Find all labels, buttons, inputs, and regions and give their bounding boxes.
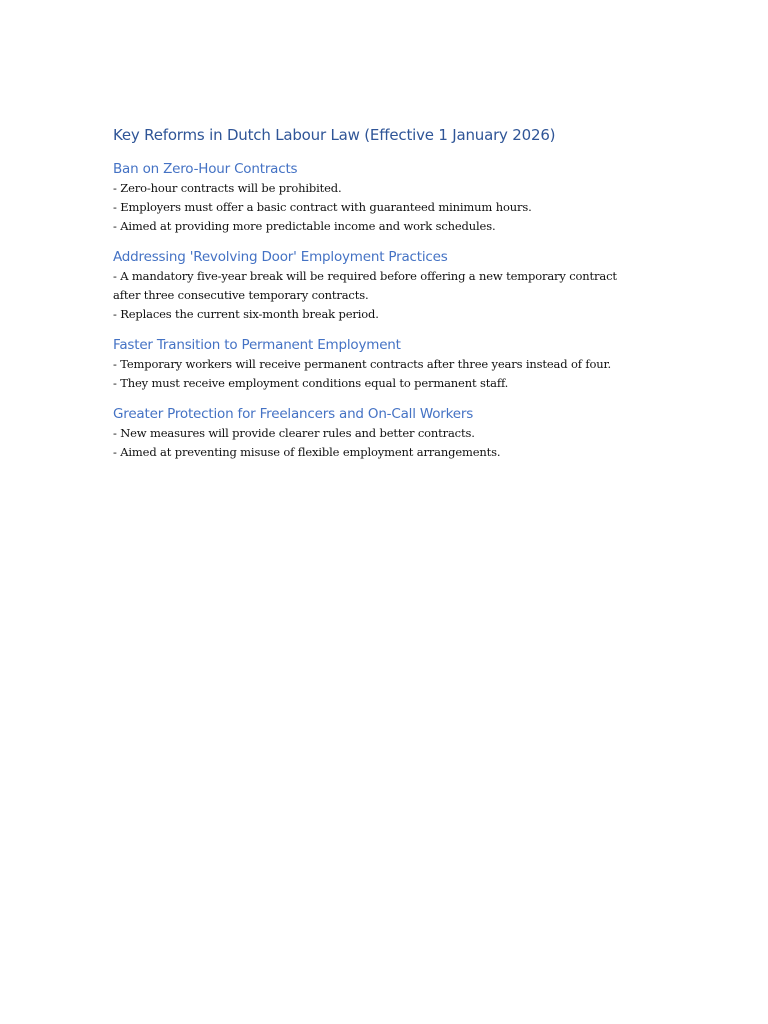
body-line: - Aimed at preventing misuse of flexible employment arrangements. [113,445,501,459]
section-revolving-door [113,247,658,324]
body-line: - Aimed at providing more predictable income and work schedules. [113,219,496,233]
section-body [113,355,658,393]
section-freelancers [113,404,658,462]
section-heading: Faster Transition to Permanent Employment [113,337,401,353]
body-line: - They must receive employment conditions equal to permanent staff. [113,376,509,390]
section-heading: Addressing 'Revolving Door' Employment Practices [113,249,448,265]
section-zero-hour-contracts [113,159,658,236]
body-line: after three consecutive temporary contracts. [113,288,369,302]
document-page [113,124,658,473]
section-body [113,424,658,462]
section-body [113,267,658,324]
section-permanent-employment [113,335,658,393]
section-body [113,179,658,236]
body-line: - New measures will provide clearer rules and better contracts. [113,426,475,440]
body-line: - A mandatory five-year break will be required before offering a new temporary contract [113,269,617,283]
body-line: - Employers must offer a basic contract with guaranteed minimum hours. [113,200,532,214]
body-line: - Zero-hour contracts will be prohibited. [113,181,342,195]
section-heading: Ban on Zero-Hour Contracts [113,161,298,177]
body-line: - Temporary workers will receive permanent contracts after three years instead of four. [113,357,612,371]
document-title: Key Reforms in Dutch Labour Law (Effective 1 January 2026) [113,126,556,144]
body-line: - Replaces the current six-month break period. [113,307,379,321]
section-heading: Greater Protection for Freelancers and On-Call Workers [113,406,474,422]
